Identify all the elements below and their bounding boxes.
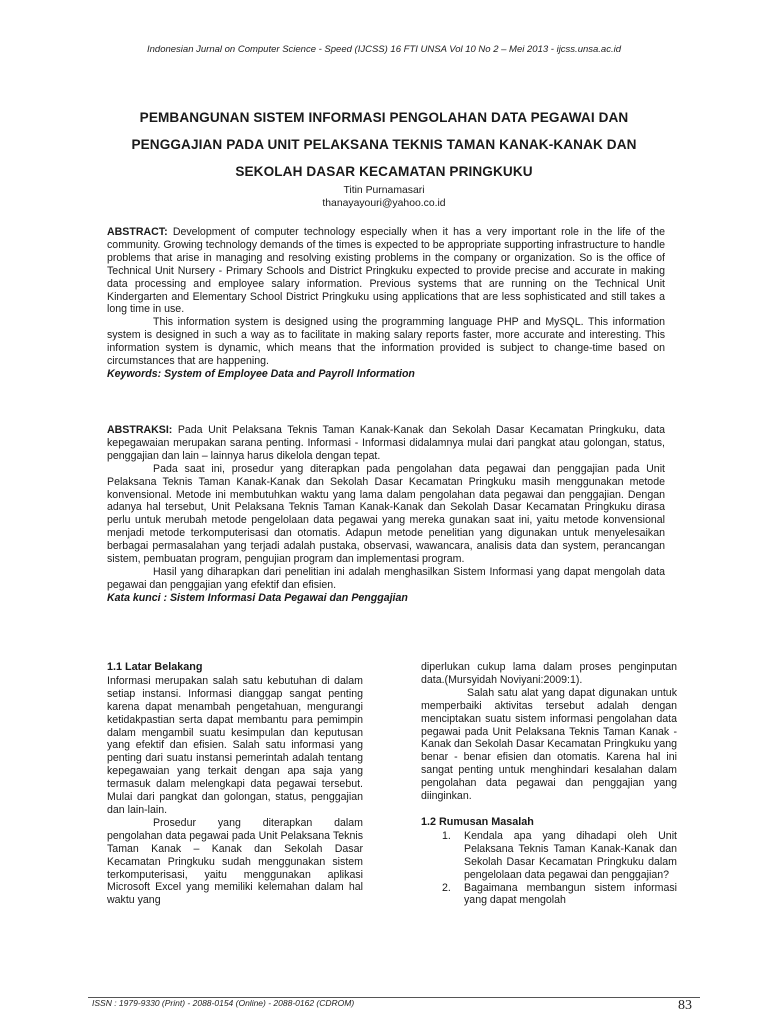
abstract-id-paragraph-3: Hasil yang diharapkan dari penelitian ini adalah menghasilkan Sistem Informasi yang dapat mengolah data pegawai dan penggajian yang efektif dan efisien.: [107, 565, 665, 591]
footer-issn: ISSN : 1979-9330 (Print) - 2088-0154 (Online) - 2088-0162 (CDROM): [92, 998, 355, 1008]
right-column-paragraph-2: Salah satu alat yang dapat digunakan untuk memperbaiki aktivitas tersebut adalah dengan menciptakan suatu sistem informasi pengolahan data pegawai pada Unit Pelaksana Teknis Taman Kanak - Kanak dan Sekolah Dasar Kecamatan Pringkuku yang benar - benar efisien dan otomatis. Karena hal ini sangat penting untuk menghindari kesalahan dalam pengolahan data pegawai dan penggajian yang diinginkan.: [421, 686, 677, 803]
right-column-paragraph-1: diperlukan cukup lama dalam proses penginputan data.(Mursyidah Noviyani:2009:1).: [421, 661, 677, 686]
right-column: [421, 661, 677, 907]
abstract-indonesian: [107, 424, 665, 605]
latar-belakang-paragraph-2: Prosedur yang diterapkan dalam pengolahan data pegawai pada Unit Pelaksana Teknis Taman Kanak – Kanak dan Sekolah Dasar Kecamatan Pringkuku sudah menggunakan sistem terkomputerisasi, yaitu menggunakan aplikasi Microsoft Excel yang memiliki kelemahan dalam hal waktu yang: [107, 816, 363, 907]
list-item-number: 1.: [442, 829, 451, 842]
title-line-1: PEMBANGUNAN SISTEM INFORMASI PENGOLAHAN DATA PEGAWAI DAN: [139, 110, 629, 125]
abstract-en-label: ABSTRACT:: [107, 226, 168, 238]
title-line-2: PENGGAJIAN PADA UNIT PELAKSANA TEKNIS TAMAN KANAK-KANAK DAN: [131, 137, 637, 152]
abstract-id-paragraph-1: [107, 424, 665, 463]
title-line-3: SEKOLAH DASAR KECAMATAN PRINGKUKU: [235, 164, 533, 179]
abstract-id-paragraph-2: Pada saat ini, prosedur yang diterapkan pada pengolahan data pegawai dan penggajian pada Unit Pelaksana Teknis Taman Kanak-Kanak dan Sekolah Dasar Kecamatan Pringkuku masih menggunakan metode konvensional. Metode ini membutuhkan waktu yang lama dalam pengolahan data pegawai dan penggajian. Dengan adanya hal tersebut, Unit Pelaksana Teknis Taman Kanak-Kanak dan Sekolah Dasar Kecamatan Pringkuku dirasa perlu untuk merubah metode pengelolaan data pegawai yang mereka gunakan saat ini, yaitu metode konvensional menjadi metode terkomputerisasi dan otomatis. Adapun metode penelitian yang digunakan untuk menyelesaikan berbagai permasalahan yang terjadi adalah pustaka, observasi, wawancara, analisis data dan system, perancangan sistem, pembuatan program, pengujian program dan implementasi program.: [107, 462, 665, 566]
list-item: [421, 830, 677, 882]
author-name: Titin Purnamasari: [343, 185, 425, 196]
section-gap: [421, 803, 677, 816]
list-item-number: 2.: [442, 881, 451, 894]
section-heading-latar-belakang: 1.1 Latar Belakang: [107, 661, 203, 673]
author-email: thanayayouri@yahoo.co.id: [322, 198, 446, 209]
list-item: [421, 882, 677, 908]
abstract-id-keywords: Kata kunci : Sistem Informasi Data Pegawai dan Penggajian: [107, 591, 408, 604]
section-heading-rumusan-masalah: 1.2 Rumusan Masalah: [421, 815, 534, 828]
abstract-english: [107, 226, 665, 381]
latar-belakang-paragraph-1: Informasi merupakan salah satu kebutuhan di dalam setiap instansi. Informasi dianggap sangat penting karena dapat menambah pengetahuan, mengurangi ketidakpastian serta dapat membantu para pemimpin dalam mengambil suatu kesimpulan dan keputusan yang efektif dan efisien. Salah satu informasi yang penting dari suatu instansi pemerintah adalah tentang kepegawaian yang terkait dengan apa saja yang termasuk dalam melengkapi data pegawai tersebut. Mulai dari pangkat dan golongan, status, penggajian dan lain-lain.: [107, 674, 363, 816]
running-head: Indonesian Jurnal on Computer Science - Speed (IJCSS) 16 FTI UNSA Vol 10 No 2 – Mei 2013 - ijcss.unsa.ac.id: [147, 44, 621, 55]
abstract-id-text-1: Pada Unit Pelaksana Teknis Taman Kanak-Kanak dan Sekolah Dasar Kecamatan Pringkuku, data kepegawaian merupakan sarana penting. Informasi - Informasi didalamnya mulai dari pangkat atau golongan, status, penggajian dan lain – lainnya harus dikelola dengan tepat.: [107, 424, 665, 462]
rumusan-masalah-list: [421, 830, 677, 907]
abstract-en-paragraph-2: This information system is designed using the programming language PHP and MySQL. This information system is designed in such a way as to facilitate in making salary reports faster, more accurate and interesting. This information system is dynamic, which means that the information provided is subject to change-time based on circumstances that are happening.: [107, 316, 665, 368]
abstract-en-keywords: Keywords: System of Employee Data and Payroll Information: [107, 367, 415, 380]
author-block: [0, 184, 768, 210]
list-item-text: Bagaimana membangun sistem informasi yang dapat mengolah: [464, 881, 677, 907]
abstract-en-paragraph-1: [107, 226, 665, 316]
list-item-text: Kendala apa yang dihadapi oleh Unit Pelaksana Teknis Taman Kanak-Kanak dan Sekolah Dasar Kecamatan Pringkuku dalam pengelolaan data pegawai dan penggajian?: [464, 829, 677, 881]
page-number: 83: [678, 998, 692, 1013]
left-column: [107, 661, 363, 907]
abstract-en-text-1: Development of computer technology especially when it has a very important role in the life of the community. Growing technology demands of the times is expected to be appropriate supporting infrastructure to handle problems that arise in managing and resolving existing problems in the company or organization. So is the office of Technical Unit Nursery - Primary Schools and District Pringkuku expected to provide precise and accurate in making data processing and employee salary information. Previous systems that are running on the Technical Unit Kindergarten and Elementary School District Pringkuku using applications that are less sophisticated and still takes a long time in use.: [107, 226, 665, 316]
paper-title: [90, 104, 678, 185]
abstract-id-label: ABSTRAKSI:: [107, 424, 173, 436]
